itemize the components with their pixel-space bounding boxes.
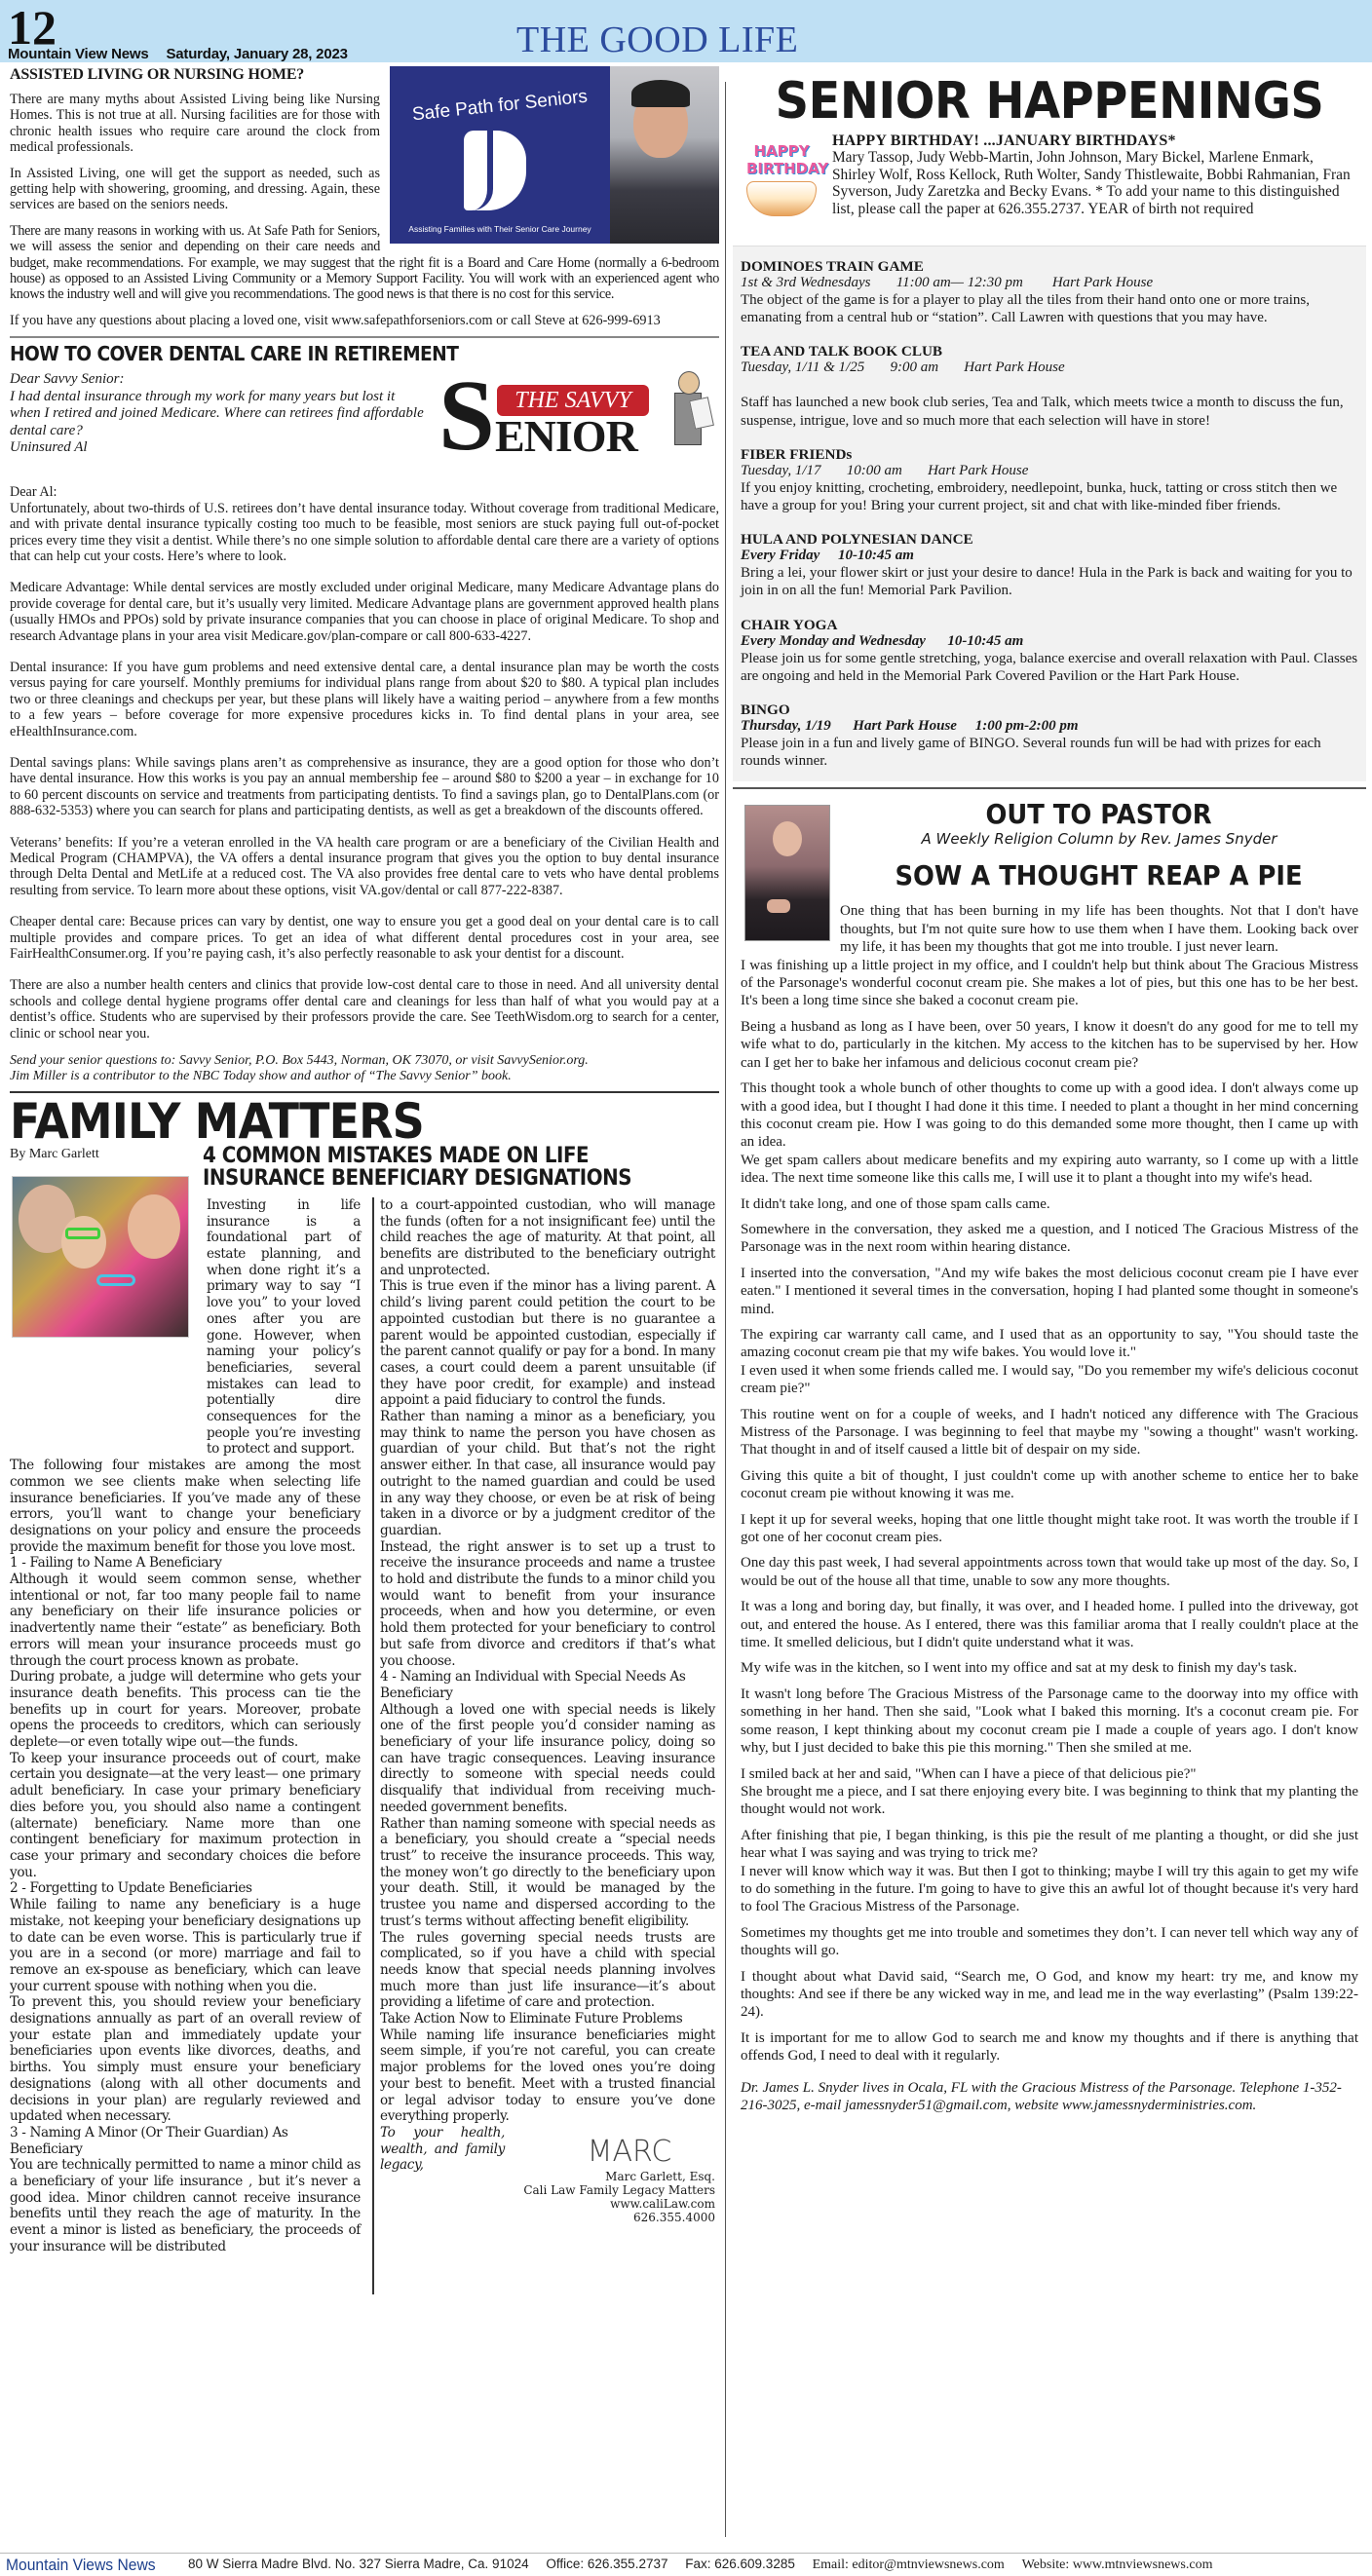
birthday-list: Mary Tassop, Judy Webb-Martin, John Johnson, Mary Bickel, Marlene Enmark, Shirley Wolf, Ross Kellock, Ruth Wolter, Sandy Thistlewaite, Bobbi Rahmanian, Fran Syverson, Judy Zaretzka and Becky Evans. * To add your name to this distinguished list, please call the paper at 626.355.2737. YEAR of birth not required — [832, 149, 1351, 217]
column-divider — [725, 82, 726, 2537]
paragraph: Giving this quite a bit of thought, I just couldn't come up with another scheme to entice her to bake coconut cream pie without knowing it was me. — [741, 1467, 1358, 1502]
savvy-senior-logo — [438, 360, 713, 473]
event-schedule: 1st & 3rd Wednesdays 11:00 am— 12:30 pm Hart Park House — [741, 275, 1154, 290]
logo-band: THE SAVVY — [497, 385, 649, 416]
event-schedule: Tuesday, 1/11 & 1/25 9:00 am Hart Park House — [741, 360, 1065, 376]
paragraph: Cheaper dental care: Because prices can vary by dentist, one way to ensure you get a good deal on your dental care is to call multiple provides and compare prices. To get an idea of what different dental procedures cost in your area, see FairHealthConsumer.org. If you’re paying cash, it’s also perfectly reasonable to ask your dentist for a discount. — [10, 914, 719, 963]
logo-letter: S — [438, 360, 495, 473]
paragraph: I smiled back at her and said, "When can I have a piece of that delicious pie?" — [741, 1765, 1197, 1782]
paragraph: Although a loved one with special needs is likely one of the first people you’d consider naming as beneficiary of your life insurance policy, doing so can have tragic consequences. Leaving insurance directly to someone with special needs could disqualify that individual from receiving much-needed government benefits. — [380, 1701, 715, 1815]
right-column — [733, 64, 1366, 2114]
footer-website[interactable]: Website: www.mtnviewsnews.com — [1021, 2557, 1213, 2572]
masthead — [0, 0, 1372, 62]
article-headline: SOW A THOUGHT REAP A PIE — [895, 859, 1303, 892]
firm-phone: 626.355.4000 — [633, 2210, 715, 2224]
family-matters-article — [10, 1092, 719, 2267]
paragraph: Rather than naming a minor as a beneficiary, you may think to name the person you have chosen as guardian of your child. But that’s not the right answer either. In that case, all insurance would pay outright to the named guardian and could be used in any way they choose, or even be at risk of being taken in a divorce or by a judgment creditor of the guardian. — [380, 1409, 715, 1538]
cake-text: HAPPY BIRTHDAY — [746, 142, 829, 177]
page-footer — [0, 2553, 1372, 2576]
paragraph: There are many myths about Assisted Living being like Nursing Homes. This is not true at all. Nursing facilities are for those with chronic health issues who require care around the clock from medical professionals. — [10, 92, 380, 156]
firm-name: Cali Law Family Legacy Matters — [523, 2182, 715, 2197]
paragraph: Investing in life insurance is a foundational part of estate planning, and when done right it’s a primary way to say “I love you” to your loved ones after you are gone. However, when naming your policy’s beneficiaries, several mistakes can lead to potentially dire consequences for the people you’re investing to protect and support. — [207, 1196, 361, 1458]
event-description: Staff has launched a new book club series, Tea and Talk, which meets twice a month to discuss the fun, suspense, intrigue, love and so much more that each selection will have in store! — [741, 395, 1344, 429]
paragraph: The expiring car warranty call came, and I used that as an opportunity to say, "You should taste the amazing coconut cream pie that my wife bakes. You would love it." — [741, 1326, 1358, 1361]
letter-line: Uninsured Al — [10, 438, 88, 455]
event-item — [741, 701, 1358, 770]
paragraph: To keep your insurance proceeds out of court, make certain you designate—at the very least— one primary adult beneficiary. In case your primary beneficiary dies before you, you should also name a contingent (alternate) beneficiary. Name more than one contingent beneficiary for maximum protection in case your primary and secondary choices die before you. — [10, 1750, 361, 1880]
subheading: 2 - Forgetting to Update Beneficiaries — [10, 1880, 252, 1897]
event-schedule: Every Friday 10-10:45 am — [741, 548, 914, 564]
event-item — [741, 531, 1358, 599]
closing-line: To your health, wealth, and family legacy, — [380, 2124, 505, 2174]
section-divider — [10, 336, 719, 338]
column-title: OUT TO PASTOR — [985, 798, 1212, 831]
birthday-block — [733, 133, 1366, 226]
footer-brand: Mountain Views News — [6, 2555, 156, 2574]
article-heading: ASSISTED LIVING OR NURSING HOME? — [10, 66, 305, 83]
article-column-1 — [10, 1197, 361, 2255]
column-title: FAMILY MATTERS — [10, 1092, 424, 1150]
safe-path-ad-image — [390, 66, 719, 244]
cartoon-man-icon — [670, 371, 709, 461]
paragraph: I inserted into the conversation, "And my wife bakes the most delicious coconut cream pie I have ever eaten." I mentioned it several times in the conversation, hoping I had planted some thought in someone's mind. — [741, 1265, 1358, 1317]
paragraph: I was finishing up a little project in my office, and I couldn't help but think about The Gracious Mistress of the Parsonage's wonderful coconut cream pie. She makes a lot of pies, but this one has to be her best. It's been a long time since she baked a coconut cream pie. — [741, 957, 1358, 1009]
author-name: Marc Garlett, Esq. — [605, 2169, 715, 2183]
paragraph: While failing to name any beneficiary is a huge mistake, not keeping your beneficiary designations up to date can be even worse. This is particularly true if you are in a second (or more) marriage and fail to remove an ex-spouse as beneficiary, which can leave your current spouse with nothing when you die. — [10, 1897, 361, 1994]
logo-word: ENIOR — [495, 411, 637, 462]
paragraph: It didn't take long, and one of those spam calls came. — [741, 1195, 1050, 1212]
paragraph: Being a husband as long as I have been, over 50 years, I know it doesn't do any good for me to tell my wife what to do, particularly in the kitchen. My access to the kitchen has to be supervised by her. How can I get her to bake her infamous and delicious coconut cream pie? — [741, 1018, 1358, 1071]
paragraph: One thing that has been burning in my life has been thoughts. Not that I don't have thoughts, but I'm not quite sure how to use them when I have them. Looking back over my life, it has been my thoughts that got me into trouble. I just never learn. — [840, 903, 1358, 956]
footer-contact — [188, 2557, 1227, 2573]
paragraph: Rather than naming someone with special needs as a beneficiary, you should create a “special needs trust” to receive the insurance proceeds. This way, the money won’t go directly to the beneficiary upon your death. Still, it would be managed by the trustee you name and dispersed according to the trust’s terms without affecting benefit eligibility. — [380, 1815, 715, 1929]
subheading: 3 - Naming A Minor (Or Their Guardian) As Beneficiary — [10, 2124, 288, 2157]
out-to-pastor-article — [733, 787, 1366, 2114]
event-name: FIBER FRIENDs — [741, 445, 853, 463]
paragraph: Instead, the right answer is to set up a trust to receive the insurance proceeds and name a trustee to hold and distribute the funds to a minor child you would want to benefit from your insurance proceeds, when and how you determine, or even hold them protected for your beneficiary to control but safe from divorce and creditors if that’s what you choose. — [380, 1538, 715, 1669]
paragraph: In Assisted Living, one will get the support as needed, such as getting help with showering, grooming, and dressing. Again, these services are based on the seniors needs. — [10, 165, 380, 213]
safe-path-logo — [390, 66, 610, 244]
event-name: HULA AND POLYNESIAN DANCE — [741, 531, 973, 549]
paragraph: I kept it up for several weeks, hoping that one little thought might take root. It was worth the trouble if I got one of her coconut cream pies. — [741, 1511, 1358, 1546]
section-title: THE GOOD LIFE — [516, 19, 799, 60]
event-item — [741, 258, 1358, 326]
subheading: 1 - Failing to Name A Beneficiary — [10, 1555, 222, 1572]
paragraph: Although it would seem common sense, whether intentional or not, far too many people fail to name any beneficiary on their life insurance policies or inadvertently name their “estate” as beneficiary. Both errors will mean your insurance proceeds must go through the court process known as probate. — [10, 1572, 361, 1669]
paragraph: Medicare Advantage: While dental services are mostly excluded under original Medicare, many Medicare Advantage plans do provide coverage for dental care, but it’s usually very limited. Medicare Advantage plans are government approved health plans (usually HMOs and PPOs) sold by private insurance companies that you can choose in place of original Medicare. To shop and research Advantage plans in your area visit Medicare.gov/plan-compare or call 800-633-4227. — [10, 580, 719, 644]
path-icon — [464, 131, 526, 210]
paragraph: I even used it when some friends called me. I would say, "Do you remember my wife's delicious coconut cream pie?" — [741, 1362, 1358, 1397]
paragraph: To prevent this, you should review your beneficiary designations annually as part of an overall review of your estate plan and immediately update your beneficiaries upon events like divorces, deaths, and births. You simply must ensure your beneficiary designations (along with all other documents and decisions in your plan) are regularly reviewed and updated when necessary. — [10, 1994, 361, 2125]
paragraph: While naming life insurance beneficiaries might seem simple, if you’re not careful, you can create major problems for the loved ones you’re doing your best to benefit. Meet with a trusted financial or legal advisor today to ensure you’ve done everything properly. — [380, 2027, 715, 2125]
paragraph: to a court-appointed custodian, who will manage the funds (often for a not insignificant fee) until the child reaches the age of maturity. At that point, all benefits are distributed to the beneficiary outright and unprotected. — [380, 1196, 715, 1278]
event-description: Please join us for some gentle stretching, yoga, balance exercise and overall relaxation with Paul. Classes are ongoing and held in the Memorial Park Covered Pavilion or the Hart Park House. — [741, 650, 1358, 684]
event-name: BINGO — [741, 701, 790, 719]
paragraph: If you have any questions about placing a loved one, visit www.safepathforseniors.com or call Steve at 626-999-6913 — [10, 312, 661, 328]
event-description: If you enjoy knitting, crocheting, embroidery, needlepoint, bunka, huck, tatting or cross stitch then we have a group for you! Bring your current project, sit and chat with like-minded fiber friends. — [741, 479, 1338, 514]
handwritten-signature: MARC — [587, 2134, 672, 2169]
birthday-heading: HAPPY BIRTHDAY! ...JANUARY BIRTHDAYS* — [832, 133, 1176, 149]
paragraph: It is important for me to allow God to search me and know my thoughts and if there is anything that offends God, I need to deal with it regularly. — [741, 2029, 1358, 2065]
paragraph: Dental savings plans: While savings plans aren’t as comprehensive as insurance, they are a good option for those who don’t have dental insurance. How this works is you pay an annual membership fee – around $80 to $200 a year – in exchange for 10 to 60 percent discounts on service and treatments from participating dentists. To find a savings plan, go to DentalPlans.com (or 888-632-5353) where you can search for plans and participating dentists, as well as get a breakdown of the discounts offered. — [10, 754, 719, 819]
event-name: DOMINOES TRAIN GAME — [741, 258, 924, 275]
event-description: Please join in a fun and lively game of BINGO. Several rounds fun will be had with prizes for each rounds winner. — [741, 736, 1321, 770]
letter-line: I had dental insurance through my work for many years but lost it when I retired and joined Medicare. Where can retirees find affordable dental care? — [10, 388, 424, 438]
event-item — [741, 446, 1358, 514]
dental-article — [10, 342, 719, 1085]
paragraph: Sometimes my thoughts get me into trouble and sometimes they don’t. I can never tell which way any of thoughts will go. — [741, 1924, 1358, 1959]
paragraph: This thought took a whole bunch of other thoughts to come up with a good idea. I don't always come up with a good idea, but I thought I had done it this time. I needed to plant a thought in her mind concerning this coconut cream pie. How I was going to do this demanded some more thought, then I came up with an idea. — [741, 1080, 1358, 1151]
event-item — [741, 617, 1358, 685]
event-schedule: Tuesday, 1/17 10:00 am Hart Park House — [741, 462, 1029, 478]
subheading: 4 - Naming an Individual with Special Needs As Beneficiary — [380, 1669, 686, 1701]
firm-website[interactable]: www.caliLaw.com — [610, 2196, 715, 2211]
assisted-living-article — [10, 66, 719, 328]
author-photo — [744, 805, 830, 941]
article-heading: HOW TO COVER DENTAL CARE IN RETIREMENT — [10, 342, 459, 366]
paragraph: My wife was in the kitchen, so I went into my office and sat at my desk to finish my day's task. — [741, 1660, 1298, 1677]
event-item — [741, 343, 1358, 429]
birthday-cake-icon — [741, 138, 829, 226]
author-bio: Dr. James L. Snyder lives in Ocala, FL with the Gracious Mistress of the Parsonage. Telephone 1-352-216-3025, e-mail jamessnyder51@gmail.com, website www.jamessnyderministries.com. — [741, 2079, 1342, 2113]
paragraph: The following four mistakes are among the most common we see clients make when selecting life insurance beneficiaries. If you’ve made any of these errors, you’ll want to change your beneficiary designations on your policy and ensure the proceeds provide the maximum benefit for those you love most. — [10, 1458, 361, 1555]
paragraph: Veterans’ benefits: If you’re a veteran enrolled in the VA health care program or are a beneficiary of the Civilian Health and Medical Program (CHAMPVA), the VA offers a dental insurance program that gives you the option to buy dental insurance through Delta Dental and MetLife at a reduced cost. The VA also provides free dental care to vets who have dental problems resulting from service. To learn more about these options, visit VA.gov/dental or call 877-222-8387. — [10, 834, 719, 898]
event-schedule: Thursday, 1/19 Hart Park House 1:00 pm-2:00 pm — [741, 718, 1079, 735]
paragraph: I never will know which way it was. But then I got to thinking; maybe I will try this again to get my wife to do something in the future. I'm going to have to give this an awful lot of thought because it's very hard to fool The Gracious Mistress of the Parsonage. — [741, 1863, 1358, 1915]
paragraph: There are also a number health centers and clinics that provide low-cost dental care to those in need. And all university dental schools and college dental hygiene programs offer dental care and cleanings for less than half of what you would pay at a dentist’s office. Students who are supervised by their professors provide the care. See TeethWisdom.org to search for a center, clinic or school near you. — [10, 977, 719, 1042]
paragraph: You are technically permitted to name a minor child as a beneficiary of your life insurance , but it’s never a good idea. Minor children cannot receive insurance benefits until they reach the age of maturity. In the event a minor is listed as beneficiary, the proceeds of your insurance will be distributed — [10, 2157, 361, 2254]
paragraph: Unfortunately, about two-thirds of U.S. retirees don’t have dental insurance today. Without coverage from traditional Medicare, and with private dental insurance typically costing too much to be feasible, most seniors are stuck paying full out-of-pocket prices every time they visit a dentist. While there’s no one simple solution to affordable dental care there are a variety of options that can help cut your costs. Here’s where to look. — [10, 500, 719, 564]
advisor-photo — [610, 66, 719, 244]
paragraph: Somewhere in the conversation, they asked me a question, and I noticed The Gracious Mistress of the Parsonage was in the next room within hearing distance. — [741, 1221, 1358, 1256]
event-name: TEA AND TALK BOOK CLUB — [741, 343, 943, 360]
salutation: Dear Al: — [10, 484, 57, 501]
paragraph: Dental insurance: If you have gum problems and need extensive dental care, a dental insurance plan may be worth the costs versus paying for care yourself. Monthly premiums for individual plans range from about $20 to $80. A typical plan includes two or three cleanings and checkups per year, but these plans will likely have a waiting period – anywhere from a few months to a few years – before coverage for more expensive procedures kicks in. To find dental plans in your area, see eHealthInsurance.com. — [10, 659, 719, 739]
paragraph: She brought me a piece, and I sat there enjoying every bite. I was beginning to think that my planting the thought would not work. — [741, 1783, 1358, 1818]
author-note — [10, 1053, 719, 1085]
signoff-line: Send your senior questions to: Savvy Senior, P.O. Box 5443, Norman, OK 73070, or visit SavvySenior.org. — [10, 1053, 589, 1069]
signature-block — [380, 2125, 715, 2224]
event-name: CHAIR YOGA — [741, 616, 838, 633]
letter-line: Dear Savvy Senior: — [10, 371, 125, 388]
senior-happenings — [733, 74, 1366, 781]
subheading: Take Action Now to Eliminate Future Problems — [380, 2011, 683, 2027]
footer-email[interactable]: Email: editor@mtnviewsnews.com — [812, 2557, 1005, 2572]
paragraph: It wasn't long before The Gracious Mistress of the Parsonage came to the doorway into my office with something in her hand. Then she said, "Look what I baked this morning. It's a coconut cream pie. For some reason, I kept thinking about my coconut cream pie I made a couple of years ago. I don't know why, but I just decided to bake this pie this morning." Then she smiled at me. — [741, 1686, 1358, 1757]
paragraph: We get spam callers about medicare benefits and my expiring auto warranty, so I come up with a little idea. The next time someone like this calls me, I will use it to plant a thought into my wife's head. — [741, 1152, 1358, 1187]
logo-tagline: Assisting Families with Their Senior Care Journey — [408, 224, 591, 234]
event-description: The object of the game is for a player to play all the tiles from their hand onto one or more trains, emanating from a central hub or “station”. Call Lawren with questions that you may have. — [741, 292, 1310, 326]
event-schedule: Every Monday and Wednesday 10-10:45 am — [741, 632, 1024, 649]
footer-fax: Fax: 626.609.3285 — [685, 2557, 795, 2571]
article-column-2 — [372, 1197, 715, 2294]
article-headline: 4 COMMON MISTAKES MADE ON LIFE INSURANCE BENEFICIARY DESIGNATIONS — [203, 1143, 632, 1191]
logo-title: Safe Path for Seniors — [411, 86, 589, 126]
signoff-line: Jim Miller is a contributor to the NBC Today show and author of “The Savvy Senior” book. — [10, 1069, 512, 1084]
paragraph: This is true even if the minor has a living parent. A child’s living parent could petition the court to be appointed custodian but there is no guarantee a parent would be appointed custodian, especially if the parent cannot qualify or pay for a bond. In many cases, a court could deem a parent unsuitable (if they have poor credit, for example) and instead appoint a paid fiduciary to control the funds. — [380, 1278, 715, 1409]
column-subtitle: A Weekly Religion Column by Rev. James Snyder — [921, 830, 1277, 849]
paragraph: It was a long and boring day, but finally, it was over, and I headed home. I pulled into the driveway, got out, and entered the house. As I entered, there was this familiar aroma that I really couldn't place at the time. It smelled delicious, but I didn't quite understand what it was. — [741, 1599, 1358, 1651]
event-description: Bring a lei, your flower skirt or just your desire to dance! Hula in the Park is back and waiting for you to join in on all the fun! Memorial Park Pavilion. — [741, 565, 1353, 599]
column-title: SENIOR HAPPENINGS — [775, 72, 1324, 131]
byline: By Marc Garlett — [10, 1146, 99, 1161]
paragraph: After finishing that pie, I began thinking, is this pie the result of me planting a thought, or did she just hear what I was saying and was trying to trick me? — [741, 1827, 1358, 1862]
paragraph: One day this past week, I had several appointments across town that would take up most of the day. So, I would be out of the house all that time, unable to sow any more thoughts. — [741, 1555, 1358, 1589]
paragraph: I thought about what David said, “Search me, O God, and know my heart: try me, and know my thoughts: And see if there be any wicked way in me, and lead me in the way everlasting” (Psalm 139:22-24). — [741, 1968, 1358, 2021]
publication-line — [8, 46, 348, 62]
issue-date: Saturday, January 28, 2023 — [166, 46, 348, 62]
events-list — [733, 246, 1366, 781]
footer-address: 80 W Sierra Madre Blvd. No. 327 Sierra Madre, Ca. 91024 — [187, 2557, 529, 2571]
publication-name: Mountain View News — [8, 46, 149, 62]
left-column — [10, 64, 719, 2267]
paragraph: There are many reasons in working with us. At Safe Path for Seniors, we will assess the senior and depending on their care needs and budget, make recommendations. For example, we may suggest that the right fit is a Board and Care Home (normally a 6-bedroom house) as opposed to an Assisted Living Community or a Memory Support Facility. You will work with an experienced agent who knows the industry well and will give you recommendations. The good news is that there is no cost for this service. — [10, 222, 719, 303]
paragraph: The rules governing special needs trusts are complicated, so if you have a child with special needs know that special needs planning involves much more than just life insurance—it’s about providing a lifetime of care and protection. — [380, 1929, 715, 2011]
footer-office-phone: Office: 626.355.2737 — [546, 2557, 668, 2571]
page-number: 12 — [8, 0, 57, 55]
paragraph: This routine went on for a couple of weeks, and I hadn't noticed any difference with The Gracious Mistress of the Parsonage. I was beginning to feel that maybe my "sowing a thought" wasn't working. That thought in and of itself caused a little bit of despair on my side. — [741, 1406, 1358, 1458]
paragraph: During probate, a judge will determine who gets your insurance death benefits. This process can tie the benefits up in court for years. Moreover, probate opens the proceeds to creditors, which can seriously deplete—or even totally wipe out—the funds. — [10, 1669, 361, 1751]
